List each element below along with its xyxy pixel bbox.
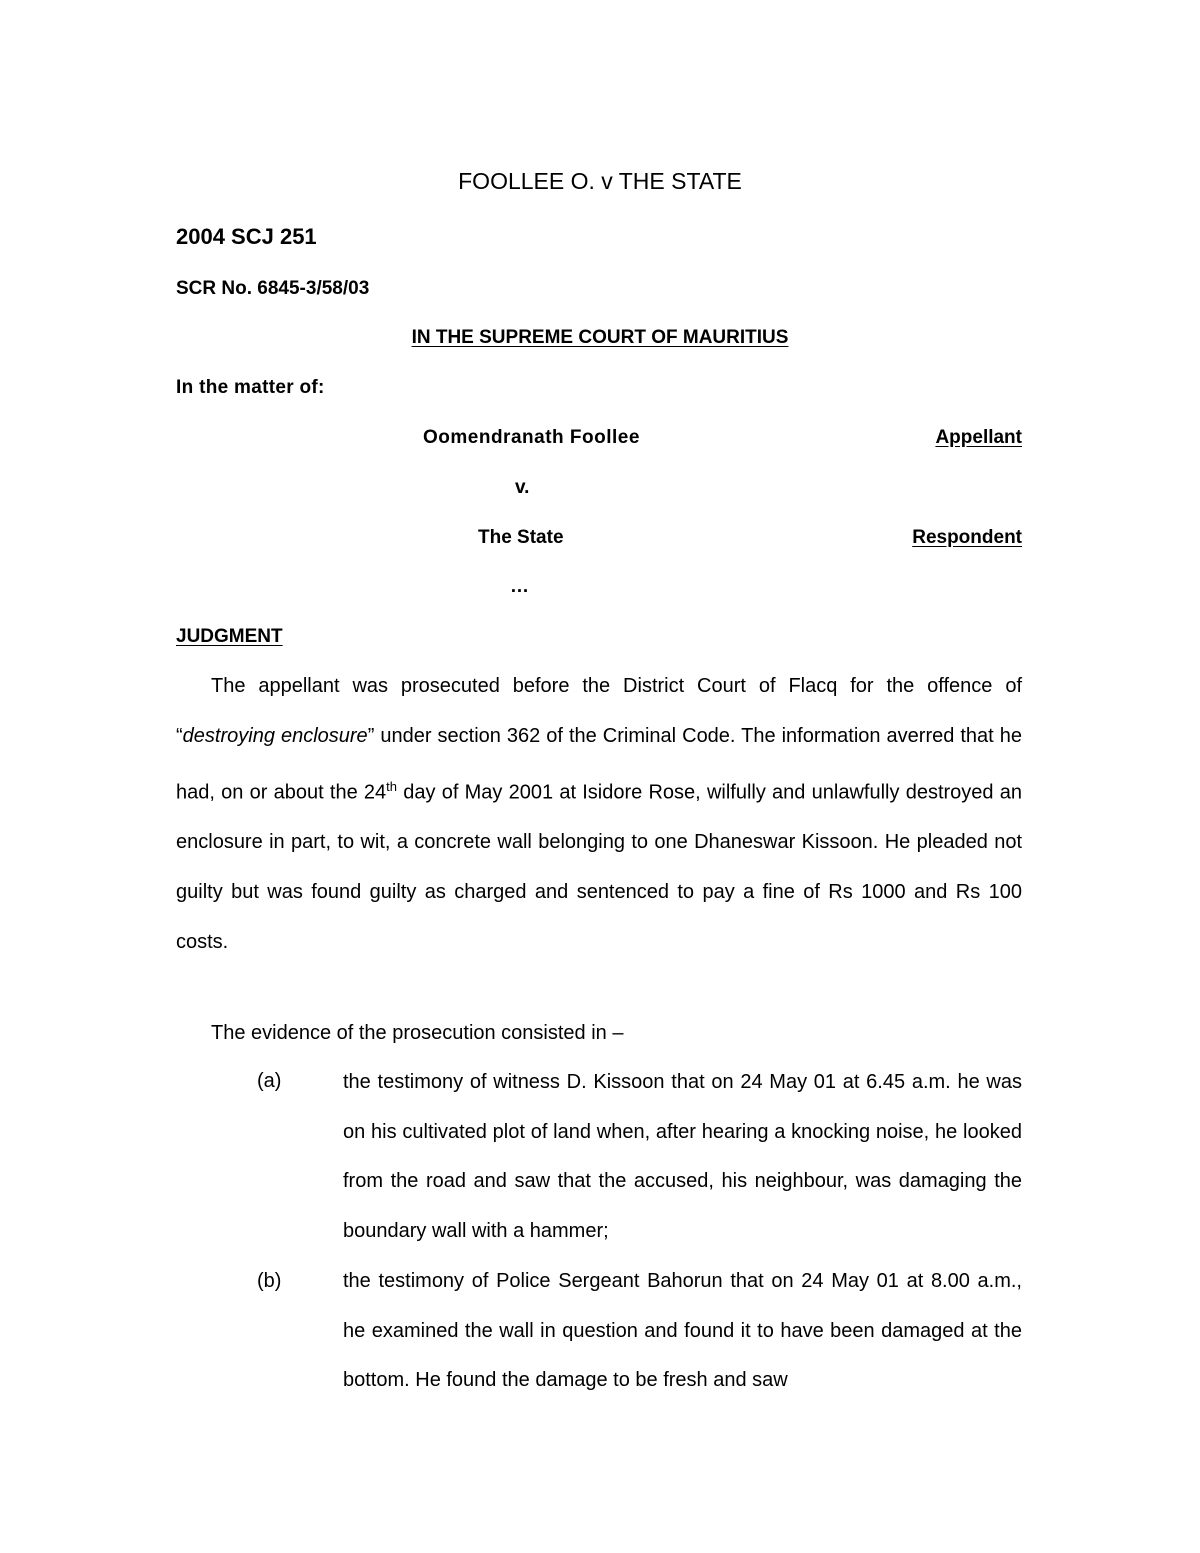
scr-number: SCR No. 6845-3/58/03 — [176, 278, 370, 299]
item-label-a: (a) — [257, 1070, 282, 1092]
judgment-paragraph-1 — [176, 662, 1022, 967]
paragraph-1-text-a: The appellant was prosecuted before the District Court of Flacq for the offence of “ — [176, 675, 1022, 747]
judgment-paragraph-2 — [176, 1009, 1022, 1059]
respondent-name: The State — [478, 527, 564, 548]
paragraph-1-text-b: ” under section 362 of the Criminal Code. The information averred that he had, on or about the 24 — [176, 724, 1022, 804]
versus-label: v. — [515, 477, 530, 498]
evidence-item-a: the testimony of witness D. Kissoon that on 24 May 01 at 6.45 a.m. he was on his cultivated plot of land when, after hearing a knocking noise, he looked from the road and saw that the accused, his neighbour, was damaging the boundary wall with a hammer; — [343, 1071, 1022, 1242]
paragraph-1-text-c: day of May 2001 at Isidore Rose, wilfully and unlawfully destroyed an enclosure in part, to wit, a concrete wall belonging to one Dhaneswar Kissoon. He pleaded not guilty but was found guilty as charged and sentenced to pay a fine of Rs 1000 and Rs 100 costs. — [176, 781, 1022, 953]
separator-ellipsis: … — [510, 576, 529, 597]
court-name: IN THE SUPREME COURT OF MAURITIUS — [411, 327, 789, 348]
appellant-name: Oomendranath Foollee — [423, 427, 640, 448]
judgment-heading: JUDGMENT — [176, 626, 283, 647]
case-title: FOOLLEE O. v THE STATE — [458, 168, 742, 194]
appellant-role: Appellant — [935, 427, 1022, 448]
respondent-role: Respondent — [912, 527, 1022, 548]
offence-name: destroying enclosure — [182, 724, 368, 747]
matter-label: In the matter of: — [176, 377, 325, 398]
case-citation: 2004 SCJ 251 — [176, 224, 317, 249]
evidence-item-b: the testimony of Police Sergeant Bahorun that on 24 May 01 at 8.00 a.m., he examined the wall in question and found it to have been damaged at the bottom. He found the damage to be fresh and saw — [343, 1270, 1022, 1392]
item-label-b: (b) — [257, 1270, 282, 1292]
evidence-intro: The evidence of the prosecution consisted in – — [211, 1022, 624, 1044]
ordinal-suffix: th — [386, 778, 398, 794]
